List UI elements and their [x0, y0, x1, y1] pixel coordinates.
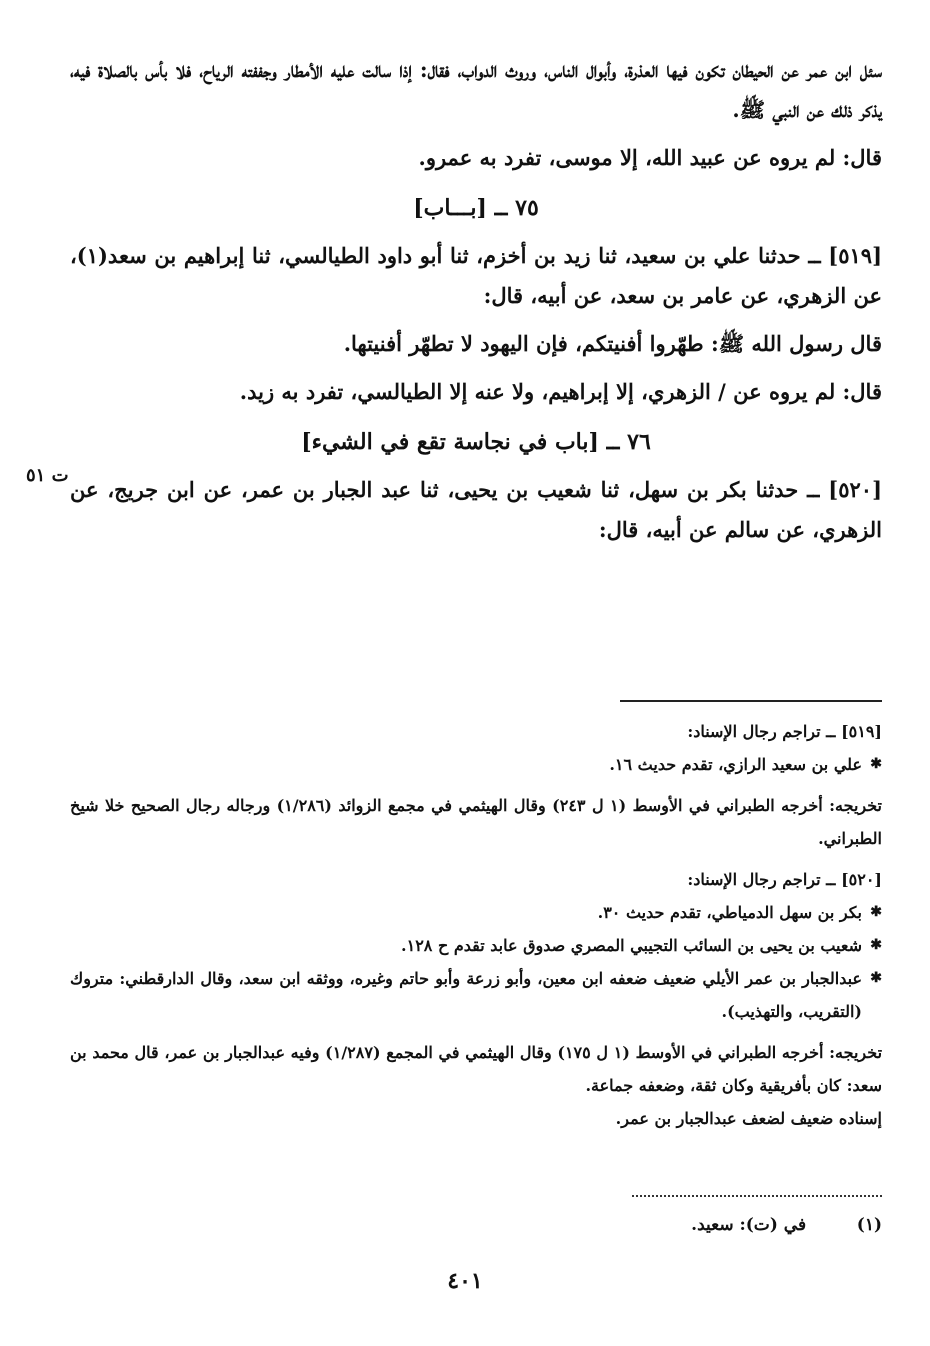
- paragraph-1: سئل ابن عمر عن الحيطان تكون فيها العذرة، وأبوال الناس، وروث الدواب، فقال: إذا سالت عليه الأمطار وجففته الرياح، فلا بأس بالصلاة فيه، يذكر ذلك عن النبي ﷺ.: [70, 57, 882, 122]
- hadith-519-matn: قال رسول الله ﷺ: طهّروا أفنيتكم، فإن اليهود لا تطهّر أفنيتها.: [343, 331, 882, 356]
- hadith-520-isnad: [٥٢٠] ــ حدثنا بكر بن سهل، ثنا شعيب بن يحيى، ثنا عبد الجبار بن عمر، عن ابن جريج، عن الزهري، عن سالم عن أبيه، قال:: [70, 477, 882, 542]
- footnote-dotted-separator: [632, 1195, 882, 1197]
- note-520-title: [٥٢٠] ــ تراجم رجال الإسناد:: [687, 870, 882, 889]
- chapter-heading-76: ٧٦ ــ [باب في نجاسة تقع في الشيء]: [301, 429, 651, 455]
- chapter-heading-75: ٧٥ ــ [بـــاب]: [413, 195, 539, 221]
- manuscript-margin-note: ت ٥١: [26, 465, 69, 486]
- note-520-narrator-2: ✱ شعيب بن يحيى بن السائب التجيبي المصري صدوق عابد تقدم ح ١٢٨.: [70, 929, 882, 962]
- footnote-text: في (ت): سعيد.: [691, 1215, 807, 1235]
- page-number: ٤٠١: [447, 1268, 483, 1294]
- footnote-1: [70, 1210, 882, 1240]
- paragraph-2: قال: لم يروه عن عبيد الله، إلا موسى، تفرد به عمرو.: [418, 145, 882, 170]
- note-520-takhrij: تخريجه: أخرجه الطبراني في الأوسط (١ ل ١٧٥) وقال الهيثمي في المجمع (١/٢٨٧) وفيه عبدالجبار بن عمر، قال محمد بن سعد: كان بأفريقية وكان ثقة، وضعفه جماعة.: [70, 1043, 883, 1095]
- note-520-isnad-grade: إسناده ضعيف لضعف عبدالجبار بن عمر.: [615, 1109, 882, 1128]
- hadith-519-comment: قال: لم يروه عن / الزهري، إلا إبراهيم، ولا عنه إلا الطيالسي، تفرد به زيد.: [239, 379, 882, 404]
- note-519-takhrij: تخريجه: أخرجه الطبراني في الأوسط (١ ل ٢٤٣) وقال الهيثمي في مجمع الزوائد (١/٢٨٦) ورجاله رجال الصحيح خلا شيخ الطبراني.: [70, 796, 883, 848]
- note-519-title: [٥١٩] ــ تراجم رجال الإسناد:: [687, 722, 882, 741]
- note-520-narrator-1: ✱ بكر بن سهل الدمياطي، تقدم حديث ٣٠.: [70, 896, 882, 929]
- footnotes-section: [70, 715, 882, 1135]
- notes-separator-line: [620, 700, 882, 702]
- note-520-narrator-3: ✱ عبدالجبار بن عمر الأيلي ضعيف ضعفه ابن معين، وأبو زرعة وأبو حاتم وغيره، ووثقه ابن سعد، وقال الدارقطني: متروك (التقريب، والتهذيب).: [70, 962, 882, 1028]
- main-text: [70, 50, 882, 550]
- hadith-519-isnad: [٥١٩] ــ حدثنا علي بن سعيد، ثنا زيد بن أخزم، ثنا أبو داود الطيالسي، ثنا إبراهيم بن سعد(١)، عن الزهري، عن عامر بن سعد، عن أبيه، قال:: [70, 243, 882, 308]
- footnote-number: (١): [856, 1215, 882, 1235]
- note-519-narrator-1: ✱ علي بن سعيد الرازي، تقدم حديث ١٦.: [70, 748, 882, 781]
